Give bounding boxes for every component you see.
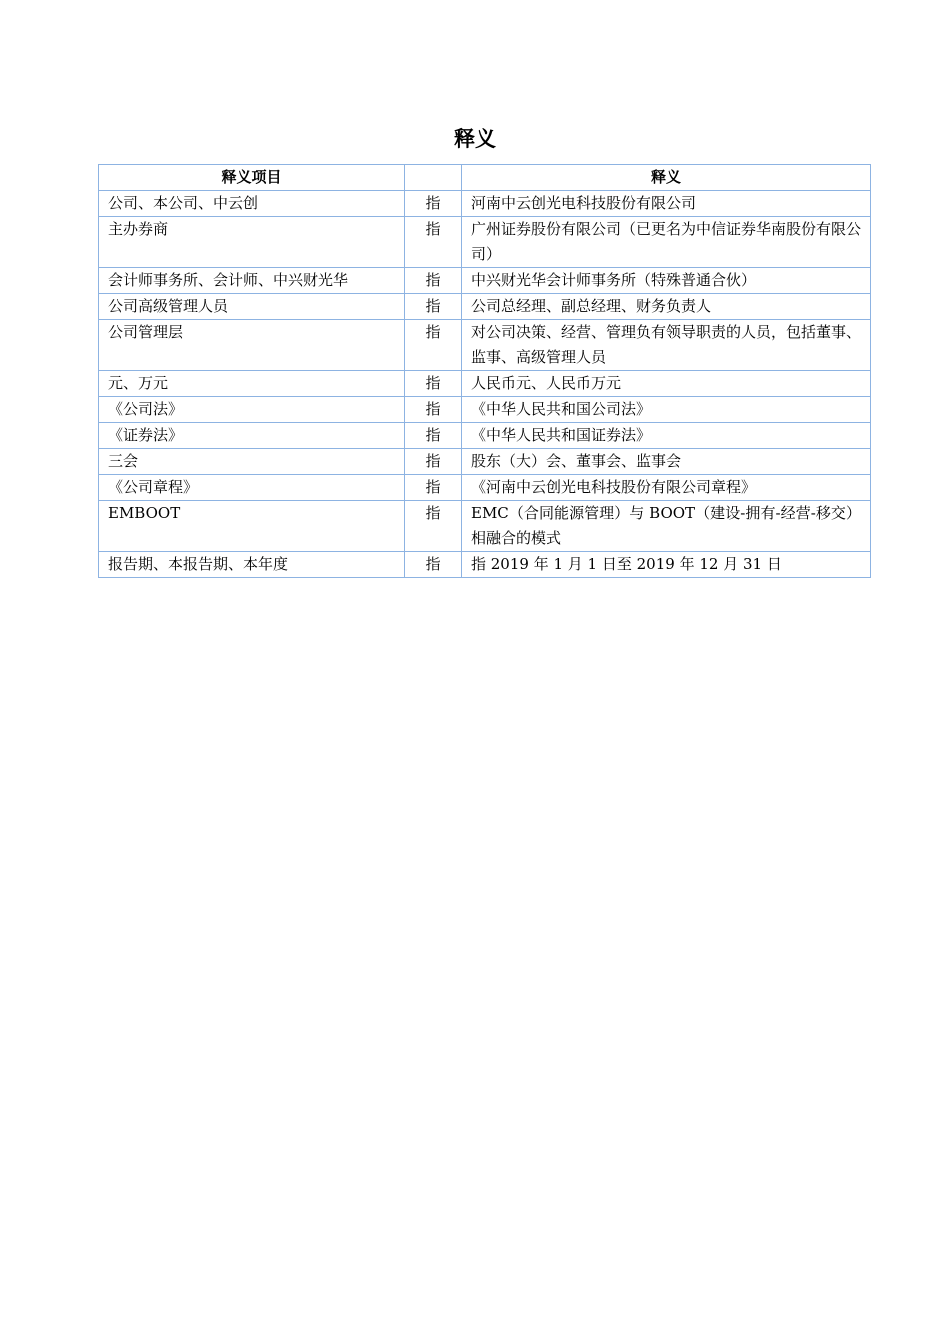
definition-cell: 股东（大）会、董事会、监事会 <box>462 449 871 475</box>
table-row <box>99 320 871 371</box>
definition-cell: 公司总经理、副总经理、财务负责人 <box>462 294 871 320</box>
term-cell: 会计师事务所、会计师、中兴财光华 <box>99 268 405 294</box>
table-row <box>99 268 871 294</box>
ref-cell: 指 <box>405 423 462 449</box>
term-cell: 三会 <box>99 449 405 475</box>
table-row <box>99 423 871 449</box>
term-cell: 公司管理层 <box>99 320 405 371</box>
table-row <box>99 501 871 552</box>
header-ref <box>405 165 462 191</box>
ref-cell: 指 <box>405 294 462 320</box>
table-row <box>99 294 871 320</box>
definition-cell: 人民币元、人民币万元 <box>462 371 871 397</box>
term-cell: 公司、本公司、中云创 <box>99 191 405 217</box>
term-cell: 《公司章程》 <box>99 475 405 501</box>
term-cell: 报告期、本报告期、本年度 <box>99 552 405 578</box>
table-row <box>99 475 871 501</box>
definitions-table <box>98 164 871 578</box>
table-row <box>99 552 871 578</box>
definition-cell: 《中华人民共和国证券法》 <box>462 423 871 449</box>
definition-cell: 《中华人民共和国公司法》 <box>462 397 871 423</box>
page-title: 释义 <box>454 127 496 151</box>
term-cell: 《证券法》 <box>99 423 405 449</box>
term-cell: 元、万元 <box>99 371 405 397</box>
definition-cell: 河南中云创光电科技股份有限公司 <box>462 191 871 217</box>
term-cell: 《公司法》 <box>99 397 405 423</box>
definition-cell: 广州证券股份有限公司（已更名为中信证券华南股份有限公司） <box>462 217 871 268</box>
ref-cell: 指 <box>405 475 462 501</box>
table-row <box>99 371 871 397</box>
term-cell: 主办券商 <box>99 217 405 268</box>
ref-cell: 指 <box>405 552 462 578</box>
ref-cell: 指 <box>405 217 462 268</box>
ref-cell: 指 <box>405 397 462 423</box>
ref-cell: 指 <box>405 371 462 397</box>
definition-cell: 指 2019 年 1 月 1 日至 2019 年 12 月 31 日 <box>462 552 871 578</box>
ref-cell: 指 <box>405 501 462 552</box>
ref-cell: 指 <box>405 191 462 217</box>
table-header-row <box>99 165 871 191</box>
ref-cell: 指 <box>405 320 462 371</box>
header-term: 释义项目 <box>99 165 405 191</box>
definition-cell: 《河南中云创光电科技股份有限公司章程》 <box>462 475 871 501</box>
table-row <box>99 191 871 217</box>
definition-cell: EMC（合同能源管理）与 BOOT（建设-拥有-经营-移交）相融合的模式 <box>462 501 871 552</box>
table-row <box>99 397 871 423</box>
term-cell: EMBOOT <box>99 501 405 552</box>
table-row <box>99 217 871 268</box>
term-cell: 公司高级管理人员 <box>99 294 405 320</box>
definition-cell: 中兴财光华会计师事务所（特殊普通合伙） <box>462 268 871 294</box>
ref-cell: 指 <box>405 449 462 475</box>
ref-cell: 指 <box>405 268 462 294</box>
header-definition: 释义 <box>462 165 871 191</box>
definition-cell: 对公司决策、经营、管理负有领导职责的人员，包括董事、监事、高级管理人员 <box>462 320 871 371</box>
table-row <box>99 449 871 475</box>
